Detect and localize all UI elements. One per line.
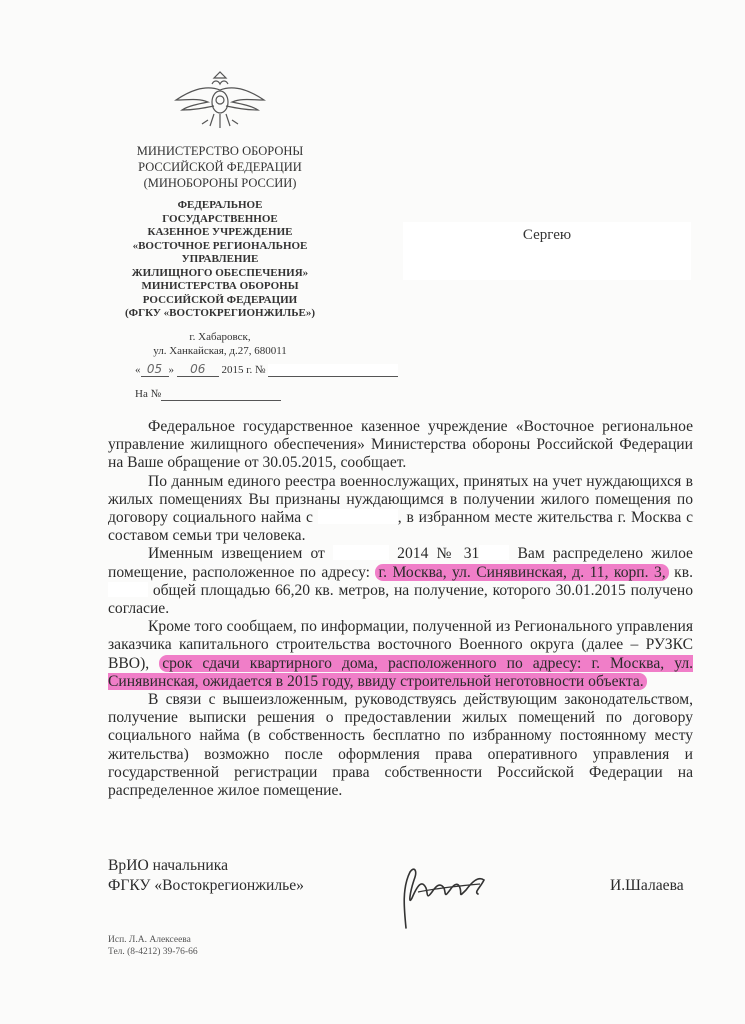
paragraph: [108, 473, 693, 546]
letter-date-line: « 05 » 06 2015 г. №: [135, 362, 398, 377]
highlighted-deadline: срок сдачи квартирного дома, расположенного по адресу: г. Москва, ул. Синявинская, ожидается в 2015 году, ввиду строительной неготовности объекта.: [108, 654, 694, 690]
paragraph-text: , в избранном месте жительства г. Москва с составом семьи три человека.: [108, 509, 693, 545]
position-line: ВрИО начальника: [108, 857, 229, 874]
highlighted-address: г. Москва, ул. Синявинская, д. 11, корп. 3,: [375, 564, 668, 581]
institution-line: «ВОСТОЧНОЕ РЕГИОНАЛЬНОЕ: [132, 239, 308, 252]
paragraph-text: Именным извещением от: [148, 545, 325, 563]
number-prefix: №: [255, 364, 266, 376]
paragraph-text: По данным единого реестра военнослужащих, принятых на учет нуждающихся в жилых помещениях Вы признаны нуждающимся в получении жилого помещения по договору социального найма с: [108, 472, 693, 527]
institution-header: [110, 199, 330, 321]
institution-line: КАЗЕННОЕ УЧРЕЖДЕНИЕ: [147, 226, 293, 238]
handwritten-signature: [388, 858, 498, 938]
redacted-date: [318, 509, 398, 524]
executor-name: Исп. Л.А. Алексеева: [108, 935, 191, 945]
address-line: г. Хабаровск,: [189, 331, 251, 343]
letter-body: [108, 418, 693, 800]
address-line: ул. Ханкайская, д.27, 680011: [153, 345, 287, 357]
institution-line: РОССИЙСКОЙ ФЕДЕРАЦИИ: [142, 293, 298, 306]
ref-number-blank: [161, 388, 281, 401]
position-line: ФГКУ «Востокрегионжилье»: [108, 877, 304, 894]
date-year: 2015 г.: [221, 364, 253, 376]
paragraph: [108, 545, 693, 618]
ministry-line: РОССИЙСКОЙ ФЕДЕРАЦИИ: [138, 160, 302, 174]
recipient-name: Сергею: [522, 227, 572, 243]
executor-phone: Тел. (8-4212) 39-76-66: [108, 947, 198, 957]
ministry-line: (МИНОБОРОНЫ РОССИИ): [143, 176, 297, 190]
paragraph-text: Федеральное государственное казенное учреждение «Восточное региональное управление жилищного обеспечения» Министерства обороны Российской Федерации на Ваше обращение от 30.05.2015, сообщает.: [108, 418, 693, 472]
institution-line: (ФГКУ «ВОСТОКРЕГИОНЖИЛЬЕ»): [124, 307, 315, 319]
reference-line: [135, 388, 281, 401]
sender-address: [110, 330, 330, 358]
paragraph-text: кв.: [674, 563, 693, 581]
institution-line: МИНИСТЕРСТВА ОБОРОНЫ: [141, 280, 299, 292]
paragraph: [108, 418, 693, 473]
signatory-name: И.Шалаева: [610, 877, 684, 894]
date-day: 05: [141, 362, 169, 377]
ministry-line: МИНИСТЕРСТВО ОБОРОНЫ: [136, 144, 304, 158]
paragraph-text: Кроме того сообщаем, по информации, полученной из Регионального управления заказчика капитального строительства восточного Военного округа (далее – РУЗКС ВВО),: [108, 618, 693, 672]
paragraph-text: Вам распределено жилое помещение, расположенное по адресу:: [108, 545, 693, 581]
paragraph-text: В связи с вышеизложенным, руководствуясь действующим законодательством, получение выписки решения о предоставлении жилых помещений по договору социального найма (в собственность бесплатно по избранному постоянному месту жительства) возможно после оформления права оперативного управления и государственной регистрации права собственности Российской Федерации на распределенное жилое помещение.: [108, 691, 693, 800]
institution-line: ГОСУДАРСТВЕННОЕ: [162, 212, 278, 225]
paragraph-text: 2014 № 31: [397, 545, 480, 563]
ministry-header: [110, 143, 330, 191]
date-month: 06: [177, 362, 219, 377]
letter-number-redacted: [268, 364, 398, 377]
executor-info: [108, 934, 198, 958]
signatory-position: [108, 856, 304, 896]
institution-line: ФЕДЕРАЛЬНОЕ: [177, 199, 263, 211]
paragraph-text: общей площадью 66,20 кв. метров, на получение, которого 30.01.2015 получено согласие.: [108, 581, 693, 618]
emblem-icon: [174, 70, 266, 130]
redacted-date: [333, 545, 389, 560]
redacted-number: [479, 545, 509, 560]
institution-line: УПРАВЛЕНИЕ: [181, 253, 259, 265]
redacted-apartment: [108, 582, 148, 597]
paragraph: [108, 691, 693, 800]
ref-prefix: На №: [135, 388, 162, 400]
paragraph: [108, 618, 693, 691]
institution-line: ЖИЛИЩНОГО ОБЕСПЕЧЕНИЯ»: [131, 266, 309, 279]
